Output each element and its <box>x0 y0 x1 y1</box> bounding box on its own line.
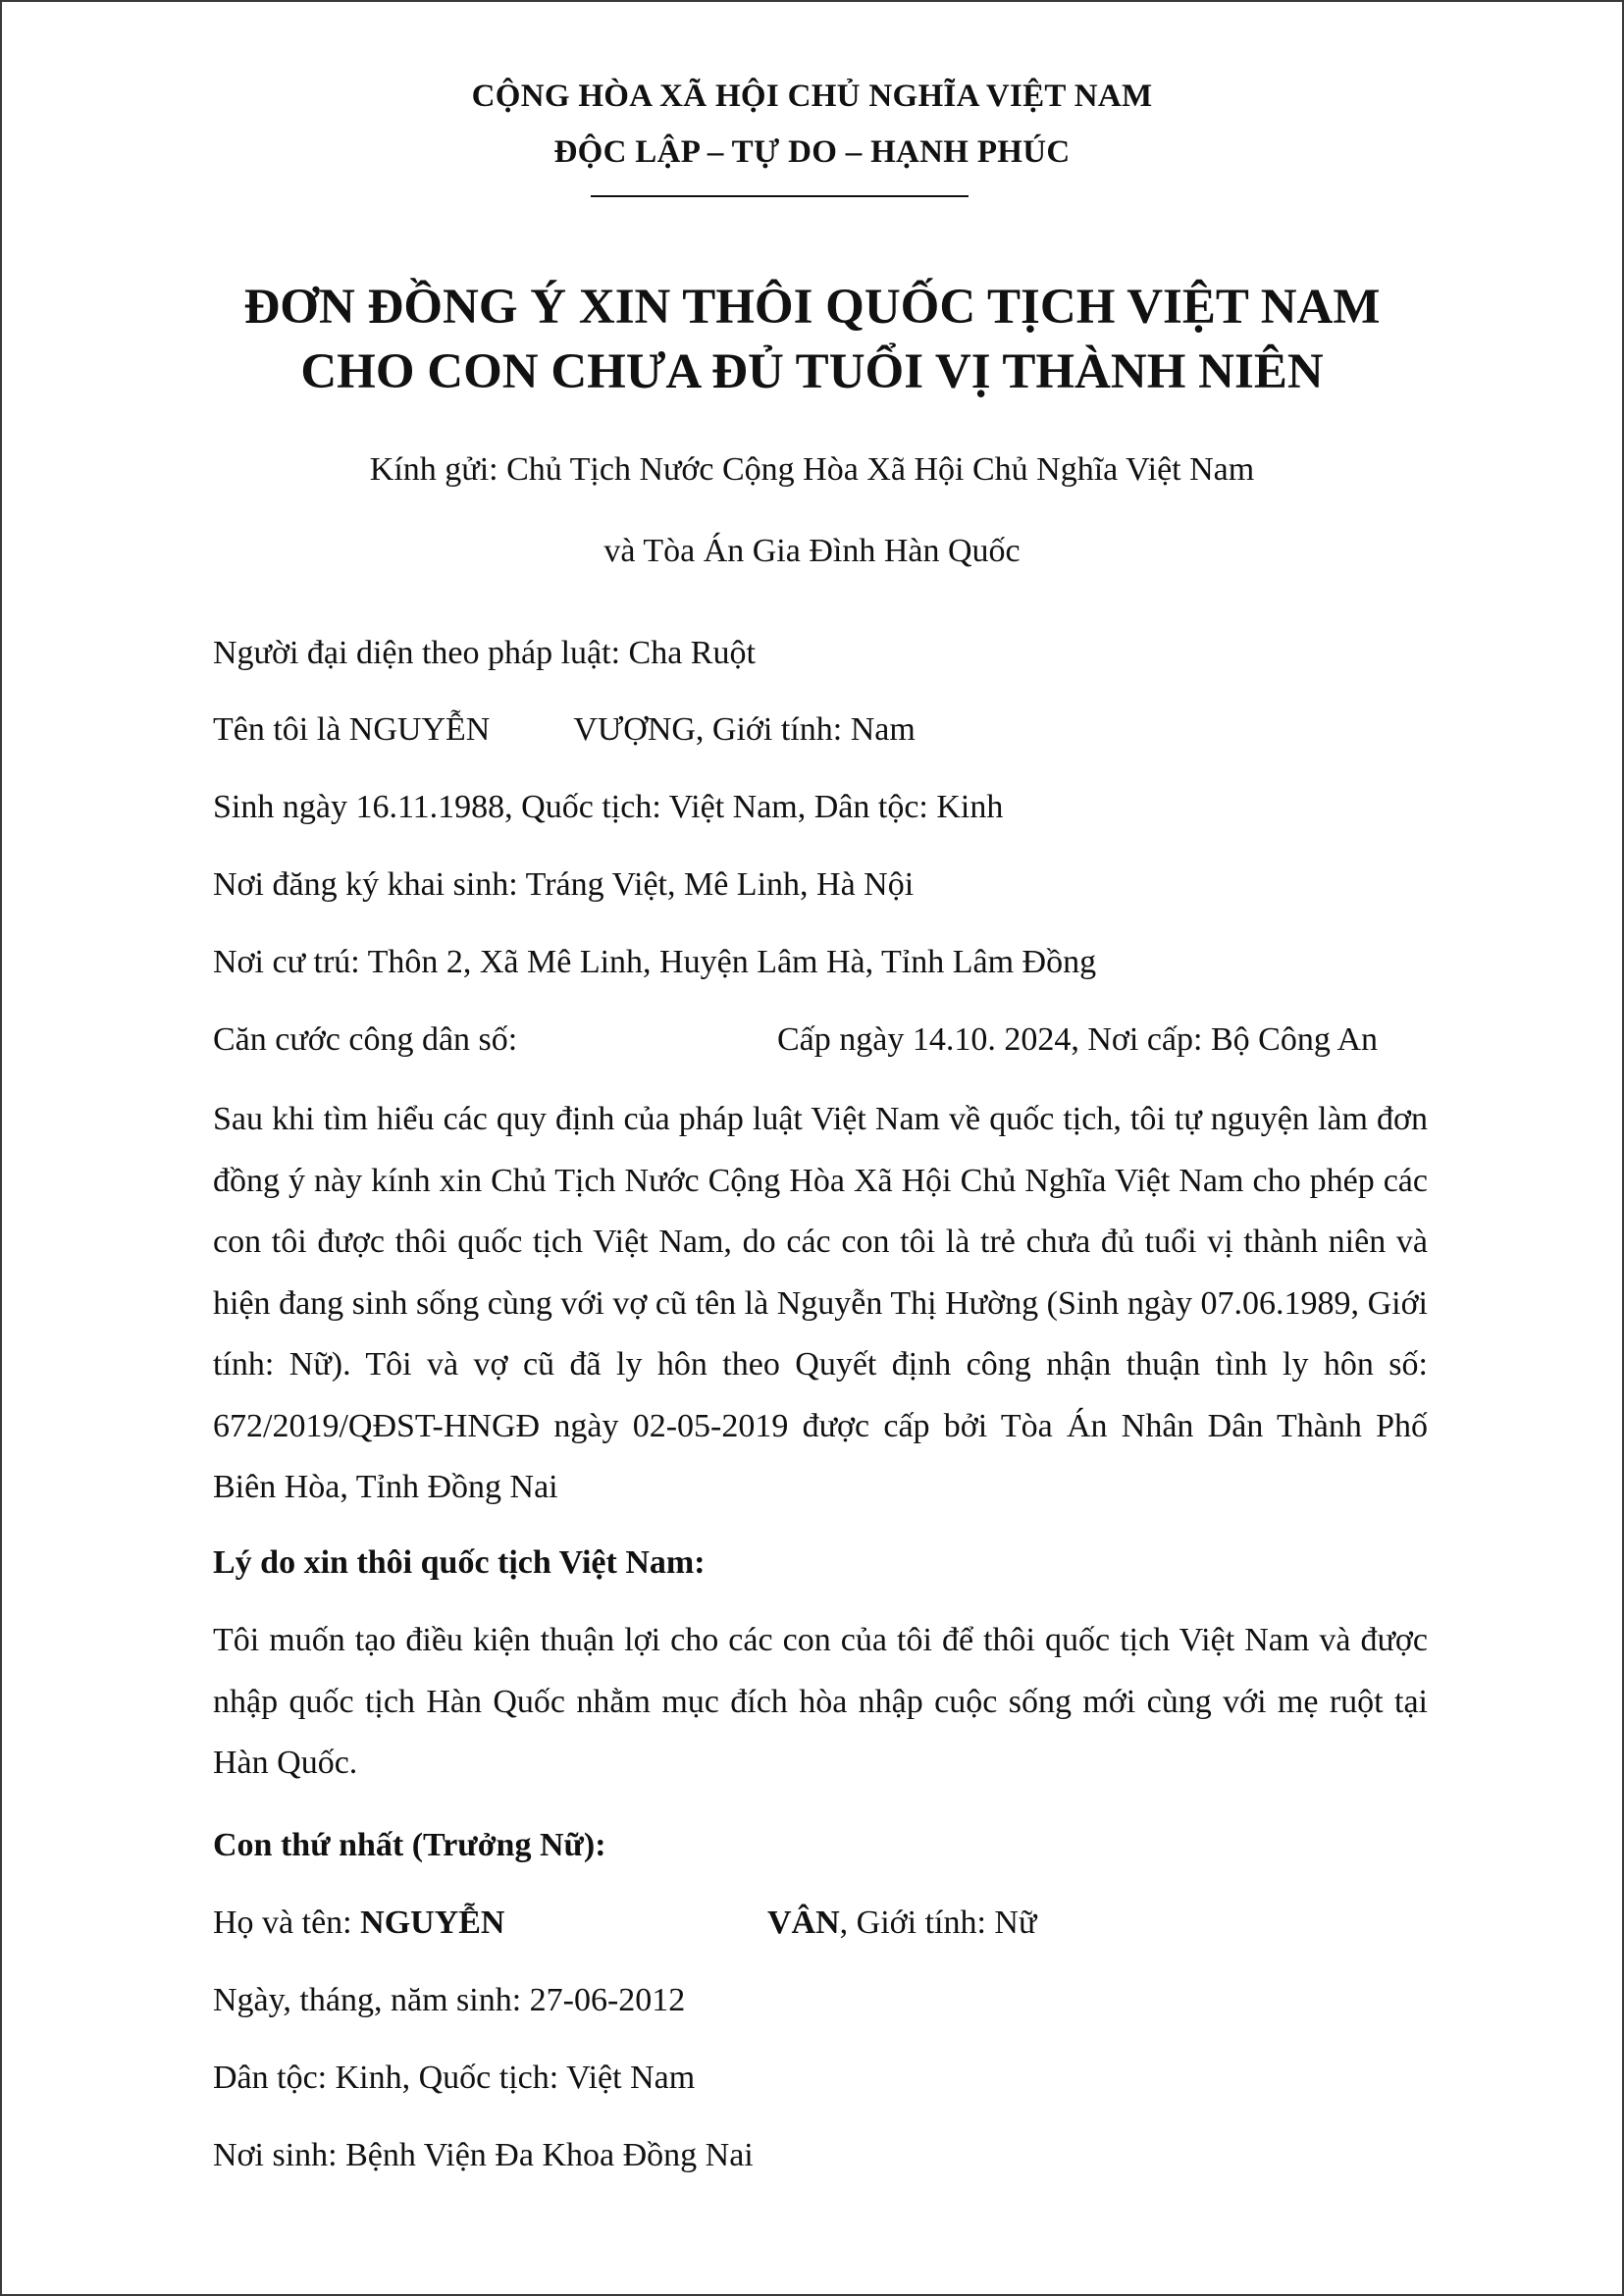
applicant-name-suffix: VƯỢNG, Giới tính: Nam <box>573 711 916 748</box>
statement-paragraph: Sau khi tìm hiểu các quy định của pháp luật Việt Nam về quốc tịch, tôi tự nguyện làm đơn đồng ý này kính xin Chủ Tịch Nước Cộng Hòa Xã Hội Chủ Nghĩa Việt Nam cho phép các con tôi được thôi quốc tịch Việt Nam, do các con tôi là trẻ chưa đủ tuổi vị thành niên và hiện đang sinh sống cùng với vợ cũ tên là Nguyễn Thị Hường (Sinh ngày 07.06.1989, Giới tính: Nữ). Tôi và vợ cũ đã ly hôn theo Quyết định công nhận thuận tình ly hôn số: 672/2019/QĐST-HNGĐ ngày 02-05-2019 được cấp bởi Tòa Án Nhân Dân Thành Phố Biên Hòa, Tỉnh Đồng Nai <box>213 1101 1428 1505</box>
child1-name-label: Họ và tên: <box>213 1905 361 1941</box>
applicant-id-label: Căn cước công dân số: <box>213 1021 518 1058</box>
child1-dob: Ngày, tháng, năm sinh: 27-06-2012 <box>213 1982 686 2018</box>
national-name: CỘNG HÒA XÃ HỘI CHỦ NGHĨA VIỆT NAM <box>471 78 1153 114</box>
applicant-name-line <box>213 711 916 749</box>
national-motto: ĐỘC LẬP – TỰ DO – HẠNH PHÚC <box>553 134 1071 170</box>
applicant-name-prefix: Tên tôi là NGUYỄN <box>213 711 491 748</box>
applicant-birth: Sinh ngày 16.11.1988, Quốc tịch: Việt Nam, Dân tộc: Kinh <box>213 789 1004 825</box>
reason-paragraph: Tôi muốn tạo điều kiện thuận lợi cho các con của tôi để thôi quốc tịch Việt Nam và được nhập quốc tịch Hàn Quốc nhằm mục đích hòa nhập cuộc sống mới cùng với mẹ ruột tại Hàn Quốc. <box>213 1622 1428 1781</box>
reason-heading: Lý do xin thôi quốc tịch Việt Nam: <box>213 1544 706 1581</box>
document-title-line2: CHO CON CHƯA ĐỦ TUỔI VỊ THÀNH NIÊN <box>300 344 1324 399</box>
child1-name-last: VÂN <box>767 1905 840 1941</box>
child1-ethnicity: Dân tộc: Kinh, Quốc tịch: Việt Nam <box>213 2060 696 2096</box>
child1-heading: Con thứ nhất (Trưởng Nữ): <box>213 1827 606 1863</box>
recipient-line1: Kính gửi: Chủ Tịch Nước Cộng Hòa Xã Hội Chủ Nghĩa Việt Nam <box>369 451 1255 488</box>
applicant-residence: Nơi cư trú: Thôn 2, Xã Mê Linh, Huyện Lâm Hà, Tỉnh Lâm Đồng <box>213 944 1097 980</box>
child1-name-rest <box>767 1905 1036 1942</box>
applicant-birth-registration: Nơi đăng ký khai sinh: Tráng Việt, Mê Linh, Hà Nội <box>213 866 915 903</box>
child1-gender: , Giới tính: Nữ <box>839 1905 1037 1941</box>
child1-name-line <box>213 1905 504 1942</box>
recipient-line2: và Tòa Án Gia Đình Hàn Quốc <box>603 533 1021 569</box>
document-title-line1: ĐƠN ĐỒNG Ý XIN THÔI QUỐC TỊCH VIỆT NAM <box>243 280 1381 335</box>
child1-birthplace: Nơi sinh: Bệnh Viện Đa Khoa Đồng Nai <box>213 2137 754 2173</box>
legal-representative: Người đại diện theo pháp luật: Cha Ruột <box>213 635 756 671</box>
applicant-id-issue: Cấp ngày 14.10. 2024, Nơi cấp: Bộ Công An <box>777 1021 1378 1058</box>
header-divider <box>591 195 969 197</box>
child1-name-first: NGUYỄN <box>360 1905 505 1941</box>
